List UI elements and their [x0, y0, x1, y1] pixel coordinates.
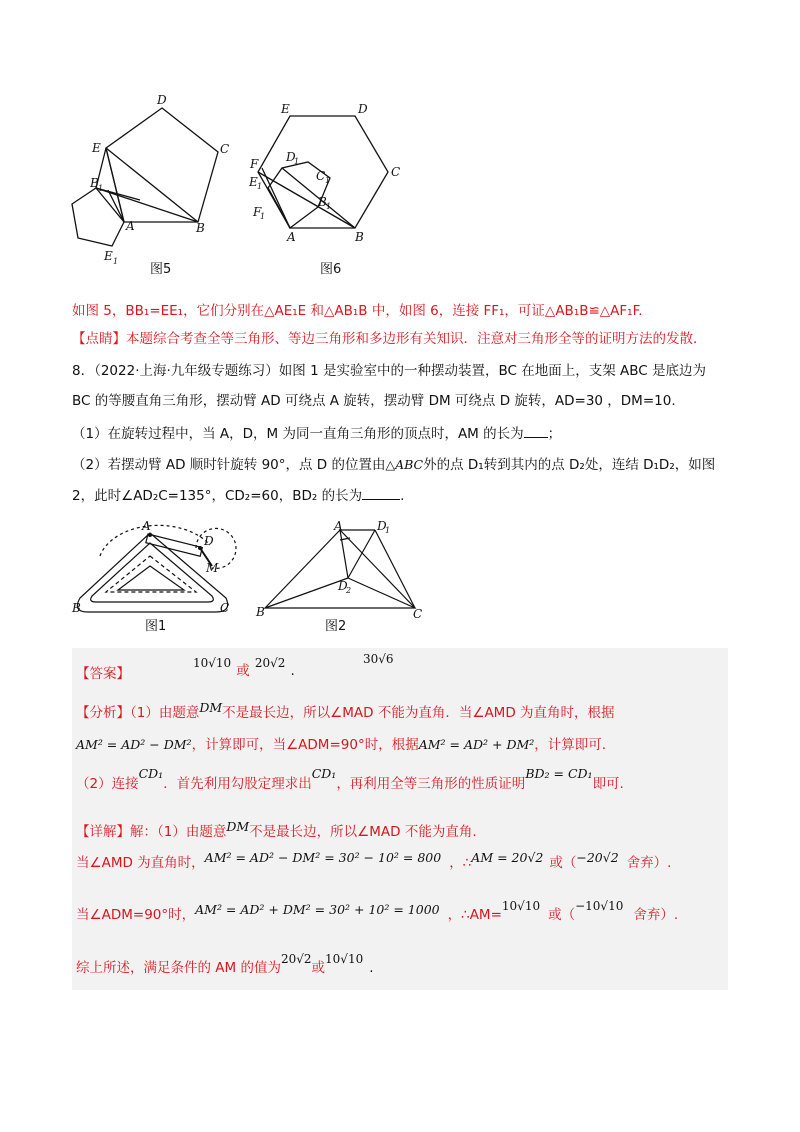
- q2-line2-text: 2，此时∠AD₂C=135°，CD₂=60，BD₂ 的长为: [72, 488, 363, 504]
- fig1-caption: 图1: [145, 619, 167, 634]
- svg-text:C: C: [220, 142, 230, 156]
- detail-end: .: [369, 960, 374, 976]
- analysis-line3: [76, 766, 624, 794]
- analysis-eq3: BD₂ = CD₁: [525, 766, 593, 781]
- analysis-eq1: AM² = AD² − DM²: [76, 737, 192, 752]
- question-2: [72, 455, 715, 475]
- q1-blank: [524, 423, 548, 438]
- detail-or3: 或: [311, 960, 326, 976]
- detail-or2: 或（: [548, 907, 576, 923]
- svg-text:B: B: [196, 221, 205, 235]
- detail-dm: DM: [226, 819, 250, 834]
- answer-label: 【答案】: [76, 666, 130, 682]
- svg-text:D: D: [377, 519, 387, 533]
- svg-text:E: E: [249, 175, 258, 189]
- svg-text:B: B: [355, 230, 364, 244]
- q1-text: （1）在旋转过程中，当 A，D，M 为同一直角三角形的顶点时，AM 的长为: [72, 426, 524, 442]
- svg-text:1: 1: [257, 182, 263, 191]
- analysis-cd1-b: CD₁: [311, 766, 337, 781]
- detail-line4: [76, 952, 374, 978]
- svg-text:F: F: [253, 205, 262, 219]
- problem-line2: BC 的等腰直角三角形，摆动臂 AD 可绕点 A 旋转，摆动臂 DM 可绕点 D 旋转，AD=30 ，DM=10.: [72, 393, 676, 409]
- svg-text:D: D: [204, 534, 214, 548]
- analysis-dm: DM: [199, 700, 223, 715]
- svg-text:2: 2: [346, 586, 352, 595]
- svg-text:1: 1: [385, 526, 391, 535]
- problem-line1: 8．（2022·上海·九年级专题练习）如图 1 是实验室中的一种摆动装置，BC 在地面上，支架 ABC 是底边为: [72, 363, 706, 379]
- svg-text:1: 1: [98, 184, 104, 193]
- svg-text:M: M: [206, 561, 219, 575]
- svg-text:A: A: [126, 219, 135, 233]
- svg-text:D: D: [338, 579, 348, 593]
- svg-text:1: 1: [326, 202, 332, 211]
- svg-text:1: 1: [260, 212, 266, 221]
- detail-line2: [76, 850, 672, 873]
- svg-text:B: B: [256, 605, 265, 619]
- svg-text:1: 1: [325, 176, 331, 185]
- analysis-line1: [76, 700, 615, 723]
- figure-5: [60, 88, 263, 273]
- svg-text:D: D: [286, 150, 296, 164]
- svg-text:A: A: [287, 230, 296, 244]
- detail-neg-a: −20√2: [576, 850, 619, 865]
- detail-eq-a: AM² = AD² − DM² = 30² − 10² = 800: [204, 850, 442, 865]
- q2-end: .: [400, 488, 405, 504]
- svg-text:B: B: [90, 176, 99, 190]
- svg-text:A: A: [142, 519, 151, 533]
- q2-text-a: （2）若摆动臂 AD 顺时针旋转 90°，点 D 的位置由: [72, 457, 386, 473]
- detail-line3: [76, 899, 679, 925]
- detail-or: 或（: [549, 855, 577, 871]
- analysis-label: 【分析】: [76, 705, 130, 721]
- detail-res-a: AM = 20√2: [471, 850, 544, 865]
- svg-text:B: B: [318, 195, 327, 209]
- answer-or: 或: [236, 663, 250, 679]
- detail-p1b: 不是最长边，所以∠MAD 不能为直角.: [249, 824, 477, 840]
- q2-blank: [362, 485, 400, 500]
- fig5-caption: 图5: [150, 262, 172, 277]
- svg-text:C: C: [391, 165, 401, 179]
- svg-text:B: B: [72, 601, 81, 615]
- detail-neg-b: −10√10: [575, 899, 624, 913]
- answer-v1: 10√10: [193, 656, 232, 670]
- fig6-caption: 图6: [320, 262, 342, 277]
- detail-l3a: 当∠ADM=90°时，: [76, 907, 196, 923]
- analysis-p2b: ，计算即可.: [534, 737, 607, 753]
- detail-discard: 舍弃）.: [626, 855, 672, 871]
- q2-triangle: △ABC: [385, 457, 424, 472]
- detail-l4a: 综上所述，满足条件的 AM 的值为: [76, 960, 281, 976]
- svg-text:C: C: [220, 601, 230, 615]
- detail-v1: 20√2: [280, 952, 312, 966]
- detail-discard2: 舍弃）.: [633, 907, 679, 923]
- answer-panel: [72, 648, 728, 990]
- svg-text:D: D: [157, 93, 167, 107]
- analysis-cd1-a: CD₁: [138, 766, 164, 781]
- answer-values: [193, 652, 295, 679]
- svg-text:A: A: [334, 519, 343, 533]
- svg-text:F: F: [250, 157, 259, 171]
- analysis-p1b: 不是最长边，所以∠MAD 不能为直角．当∠AMD 为直角时，根据: [222, 705, 615, 721]
- analysis-p3a: （2）连接: [76, 776, 139, 792]
- q1-end: ；: [547, 426, 562, 442]
- svg-text:E: E: [281, 102, 290, 116]
- q2-text-b: 外的点 D₁转到其内的点 D₂处，连结 D₁D₂，如图: [423, 457, 716, 473]
- detail-v2: 10√10: [325, 952, 364, 966]
- dianjing: 【点睛】本题综合考查全等三角形、等边三角形和多边形有关知识．注意对三角形全等的证明方法的发散．: [72, 331, 707, 347]
- detail-line1: [76, 819, 477, 842]
- analysis-line2: [76, 735, 606, 755]
- note-line: 如图 5，BB₁=EE₁，它们分别在△AE₁E 和△AB₁B 中，如图 6，连接 FF₁，可证△AB₁B≌△AF₁F.: [72, 303, 643, 319]
- analysis-p2a: ，计算即可，当∠ADM=90°时，根据: [191, 737, 419, 753]
- svg-text:1: 1: [113, 257, 119, 266]
- answer-v3: 30√6: [363, 652, 394, 666]
- svg-text:1: 1: [294, 157, 300, 166]
- detail-therefore: ，∴: [449, 855, 472, 871]
- svg-text:C: C: [316, 169, 326, 183]
- svg-text:E: E: [92, 141, 101, 155]
- detail-l2a: 当∠AMD 为直角时，: [76, 855, 205, 871]
- analysis-eq2: AM² = AD² + DM²: [418, 737, 535, 752]
- answer-v2: 20√2: [254, 656, 286, 670]
- detail-res-b: 10√10: [501, 899, 541, 913]
- figure-6: [245, 100, 410, 255]
- analysis-p3c: ，再利用全等三角形的性质证明: [336, 776, 526, 792]
- detail-therefore2: ，∴AM=: [447, 907, 502, 923]
- analysis-p1a: （1）由题意: [130, 705, 200, 721]
- svg-text:D: D: [358, 102, 368, 116]
- svg-text:E: E: [104, 249, 113, 263]
- analysis-p3b: ．首先利用勾股定理求出: [163, 776, 312, 792]
- answer-dot: .: [290, 663, 295, 679]
- question-2-line2: [72, 485, 404, 506]
- analysis-p3d: 即可.: [592, 776, 624, 792]
- detail-p1a: （1）由题意: [157, 824, 227, 840]
- fig2-caption: 图2: [325, 619, 347, 634]
- detail-label: 【详解】解：: [76, 824, 157, 840]
- question-1: [72, 423, 561, 444]
- svg-text:C: C: [413, 607, 423, 621]
- detail-eq-b: AM² = AD² + DM² = 30² + 10² = 1000: [195, 902, 440, 917]
